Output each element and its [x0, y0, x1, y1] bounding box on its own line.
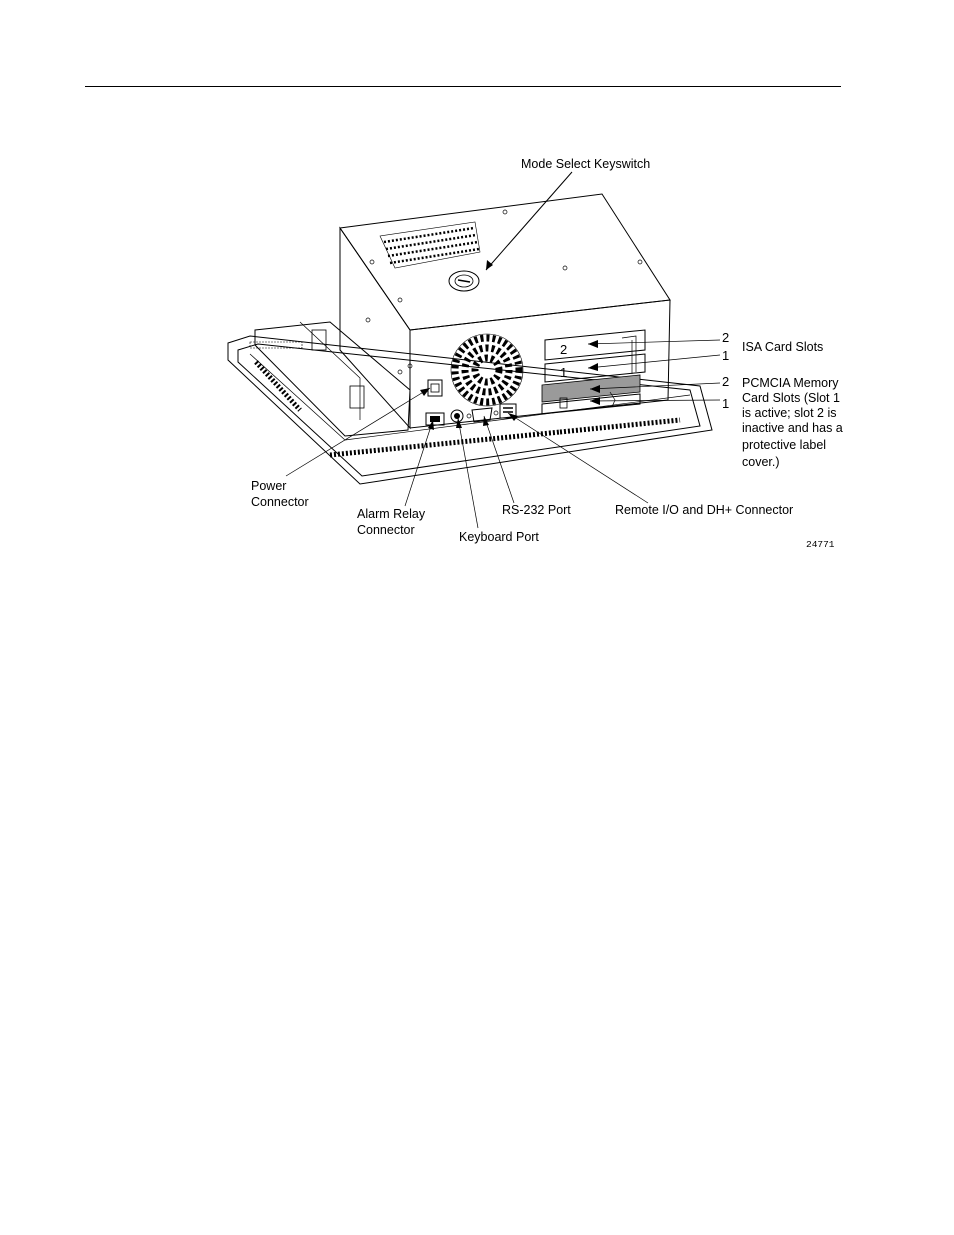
- mode-select-keyswitch: [449, 271, 479, 291]
- isa-slot-2-number: 2: [560, 342, 568, 357]
- pcmcia-slot-1-callout-number: 1: [722, 396, 730, 411]
- top-vent-grid: [380, 222, 480, 268]
- pcmcia-slot-2-callout-number: 2: [722, 374, 730, 389]
- power-label-line-1: Power: [251, 479, 287, 493]
- device-illustration: [228, 194, 712, 484]
- pcmcia-label-line-5: protective label: [742, 438, 827, 452]
- alarm-relay-connector: [426, 413, 444, 425]
- mode-select-keyswitch-label: Mode Select Keyswitch: [521, 157, 651, 171]
- keyboard-port-label: Keyboard Port: [459, 530, 539, 544]
- fan-grill: [451, 334, 523, 406]
- keyboard-port: [451, 410, 463, 422]
- isa-card-slots-label: ISA Card Slots: [742, 340, 824, 354]
- isa-slot-1-callout-number: 1: [722, 348, 730, 363]
- alarm-relay-connector-label: [357, 507, 426, 537]
- pcmcia-label-line-6: cover.): [742, 455, 780, 469]
- pcmcia-label-line-2: Card Slots (Slot 1: [742, 391, 840, 405]
- rs232-port-label: RS-232 Port: [502, 503, 571, 517]
- isa-slot-2-callout-number: 2: [722, 330, 730, 345]
- leader-lines: [286, 172, 720, 528]
- pcmcia-label-line-4: inactive and has a: [742, 421, 843, 435]
- alarm-label-line-1: Alarm Relay: [357, 507, 426, 521]
- remote-io-dh-plus-label: Remote I/O and DH+ Connector: [615, 503, 794, 517]
- figure-number: 24771: [806, 539, 835, 550]
- power-label-line-2: Connector: [251, 495, 309, 509]
- power-connector-label: [251, 479, 309, 509]
- power-connector: [428, 380, 442, 396]
- pcmcia-slots-label: [742, 376, 843, 469]
- pcmcia-label-line-3: is active; slot 2 is: [742, 406, 837, 420]
- alarm-label-line-2: Connector: [357, 523, 415, 537]
- isa-slot-1-number: 1: [560, 365, 568, 380]
- pcmcia-label-line-1: PCMCIA Memory: [742, 376, 839, 390]
